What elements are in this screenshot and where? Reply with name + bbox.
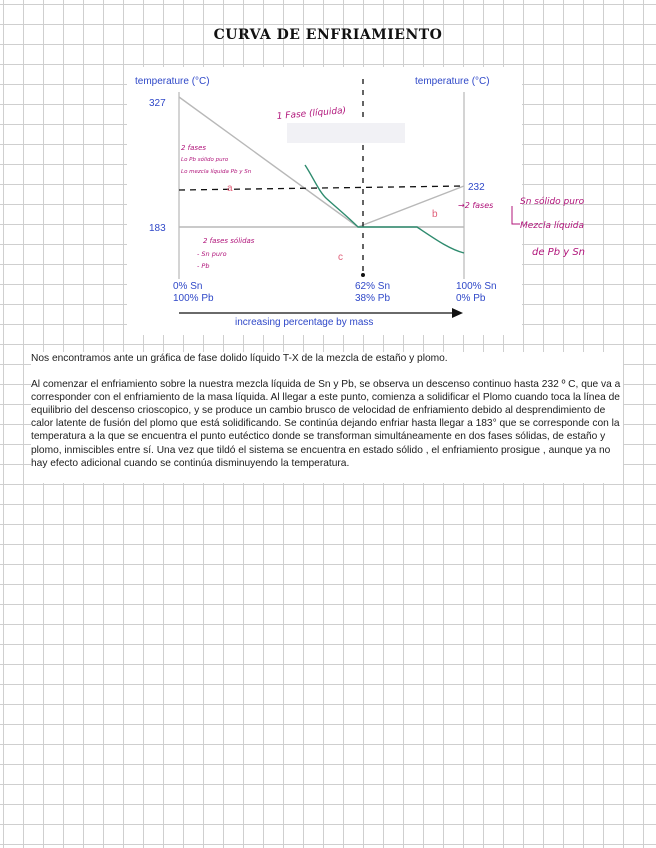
note-two-phases-left-3: Lo mezcla líquida Pb y Sn xyxy=(181,169,252,175)
region-b-label: b xyxy=(432,209,438,220)
note-two-solids-3: - Pb xyxy=(197,262,210,270)
temperature-label-right: temperature (°C) xyxy=(415,76,490,87)
right-side-notes xyxy=(450,180,650,270)
note-two-phases-left-1: 2 fases xyxy=(181,144,207,152)
temperature-label-left: temperature (°C) xyxy=(135,76,210,87)
region-a-label: a xyxy=(227,183,233,194)
paragraph-intro: Nos encontramos ante un gráfica de fase dolido líquido T-X de la mezcla de estaño y plomo. xyxy=(31,353,448,364)
note-right-1: →2 fases xyxy=(458,201,494,210)
note-right-2: Sn sólido puro xyxy=(520,197,585,207)
note-right-4: de Pb y Sn xyxy=(532,247,586,258)
note-two-solids-1: 2 fases sólidas xyxy=(203,237,255,245)
liquidus-line-sn xyxy=(358,186,464,227)
note-bracket xyxy=(512,206,520,224)
x-tick-right-sn: 100% Sn xyxy=(456,281,497,292)
page-title: CURVA DE ENFRIAMIENTO xyxy=(213,27,443,43)
note-right-3: Mezcla líquida xyxy=(520,221,584,231)
highlight-box xyxy=(287,123,405,143)
region-c-label: c xyxy=(338,252,343,263)
body-text xyxy=(31,352,623,483)
dashed-232-line xyxy=(179,186,464,190)
x-tick-mid-pb: 38% Pb xyxy=(355,293,391,304)
x-axis-arrowhead xyxy=(452,308,463,318)
note-one-phase: 1 Fase (líquida) xyxy=(276,105,347,122)
note-two-solids-2: - Sn puro xyxy=(197,250,227,258)
x-tick-mid-sn: 62% Sn xyxy=(355,281,391,292)
paragraph-explanation: Al comenzar el enfriamiento sobre la nuestra mezcla líquida de Sn y Pb, se observa un descenso continuo hasta 232 º C, que va a corresponder con el enfriamiento de la masa líquida. Al llegar a este punto, comienza a solidificar el Plomo cuando toca la línea de equilibrio del descenso crioscopico, y se produce un cambio brusco de velocidad de enfriamiento debido al desprendimiento de calor latente de fusión del plomo que está solidificando. Se continúa dejando enfriar hasta llegar a 183° que se corresponde con la temperatura a la que se encuentra el punto eutéctico donde se transforman simultáneamente en dos fases sólidas, de estaño y plomo, inmiscibles entre sí. Una vez que tildó el sistema se encuentra en estado sólido , el enfriamiento prosigue , aunque ya no hay efecto adicional cuando se continúa disminuyendo la temperatura. xyxy=(31,379,621,469)
tick-183: 183 xyxy=(149,223,166,234)
cooling-curve xyxy=(305,165,464,253)
tick-232: 232 xyxy=(468,182,485,193)
x-tick-left-pb: 100% Pb xyxy=(173,293,214,304)
composition-point-marker xyxy=(361,273,365,277)
note-two-phases-left-2: Lo Pb sólido puro xyxy=(181,157,229,163)
x-tick-right-pb: 0% Pb xyxy=(456,293,486,304)
x-tick-left-sn: 0% Sn xyxy=(173,281,203,292)
x-axis-label: increasing percentage by mass xyxy=(235,317,374,328)
tick-327: 327 xyxy=(149,98,166,109)
